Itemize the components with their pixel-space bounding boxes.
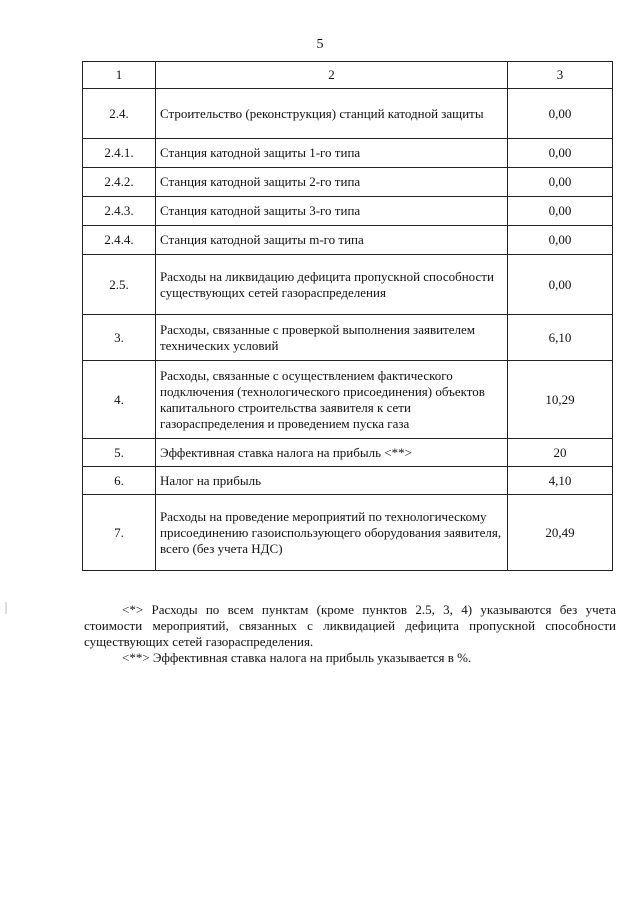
footnotes bbox=[84, 602, 616, 666]
row-number: 2.4.1. bbox=[83, 139, 156, 168]
table-row bbox=[83, 139, 613, 168]
table-row bbox=[83, 361, 613, 439]
row-value: 4,10 bbox=[508, 467, 613, 495]
table-row bbox=[83, 89, 613, 139]
row-description: Станция катодной защиты 2-го типа bbox=[156, 168, 508, 197]
row-value: 0,00 bbox=[508, 255, 613, 315]
header-cell-value: 3 bbox=[508, 62, 613, 89]
row-description: Станция катодной защиты 1-го типа bbox=[156, 139, 508, 168]
row-number: 5. bbox=[83, 439, 156, 467]
row-value: 20,49 bbox=[508, 495, 613, 571]
table-row bbox=[83, 467, 613, 495]
row-number: 6. bbox=[83, 467, 156, 495]
page-number: 5 bbox=[316, 37, 324, 52]
row-description: Станция катодной защиты m-го типа bbox=[156, 226, 508, 255]
table-row bbox=[83, 315, 613, 361]
header-cell-description: 2 bbox=[156, 62, 508, 89]
table-row bbox=[83, 255, 613, 315]
row-value: 20 bbox=[508, 439, 613, 467]
scan-margin-mark bbox=[5, 602, 7, 614]
row-description: Расходы на проведение мероприятий по технологическому присоединению газоиспользующего оборудования заявителя, всего (без учета НДС) bbox=[156, 495, 508, 571]
row-description: Станция катодной защиты 3-го типа bbox=[156, 197, 508, 226]
footnote-double-asterisk: <**> Эффективная ставка налога на прибыль указывается в %. bbox=[122, 650, 472, 665]
row-value: 0,00 bbox=[508, 226, 613, 255]
row-number: 2.4. bbox=[83, 89, 156, 139]
row-number: 2.4.3. bbox=[83, 197, 156, 226]
table-row bbox=[83, 439, 613, 467]
row-description: Расходы, связанные с осуществлением фактического подключения (технологического присоединения) объектов капитального строительства заявителя к сети газораспределения и проведением пуска газа bbox=[156, 361, 508, 439]
row-description: Налог на прибыль bbox=[156, 467, 508, 495]
row-number: 2.5. bbox=[83, 255, 156, 315]
table-row bbox=[83, 226, 613, 255]
table-row bbox=[83, 197, 613, 226]
row-value: 0,00 bbox=[508, 89, 613, 139]
row-description: Строительство (реконструкция) станций катодной защиты bbox=[156, 89, 508, 139]
table-row bbox=[83, 168, 613, 197]
row-number: 3. bbox=[83, 315, 156, 361]
row-description: Расходы на ликвидацию дефицита пропускной способности существующих сетей газораспределения bbox=[156, 255, 508, 315]
row-value: 0,00 bbox=[508, 197, 613, 226]
table-header-row bbox=[83, 62, 613, 89]
row-number: 7. bbox=[83, 495, 156, 571]
row-value: 0,00 bbox=[508, 168, 613, 197]
row-number: 2.4.4. bbox=[83, 226, 156, 255]
row-value: 10,29 bbox=[508, 361, 613, 439]
footnote-single-asterisk: <*> Расходы по всем пунктам (кроме пунктов 2.5, 3, 4) указываются без учета стоимости мероприятий, связанных с ликвидацией дефицита пропускной способности существующих сетей газораспределения. bbox=[84, 602, 616, 649]
row-number: 2.4.2. bbox=[83, 168, 156, 197]
table-row bbox=[83, 495, 613, 571]
row-value: 6,10 bbox=[508, 315, 613, 361]
row-value: 0,00 bbox=[508, 139, 613, 168]
row-number: 4. bbox=[83, 361, 156, 439]
cost-table bbox=[82, 61, 613, 571]
header-cell-number: 1 bbox=[83, 62, 156, 89]
row-description: Эффективная ставка налога на прибыль <**> bbox=[156, 439, 508, 467]
row-description: Расходы, связанные с проверкой выполнения заявителем технических условий bbox=[156, 315, 508, 361]
